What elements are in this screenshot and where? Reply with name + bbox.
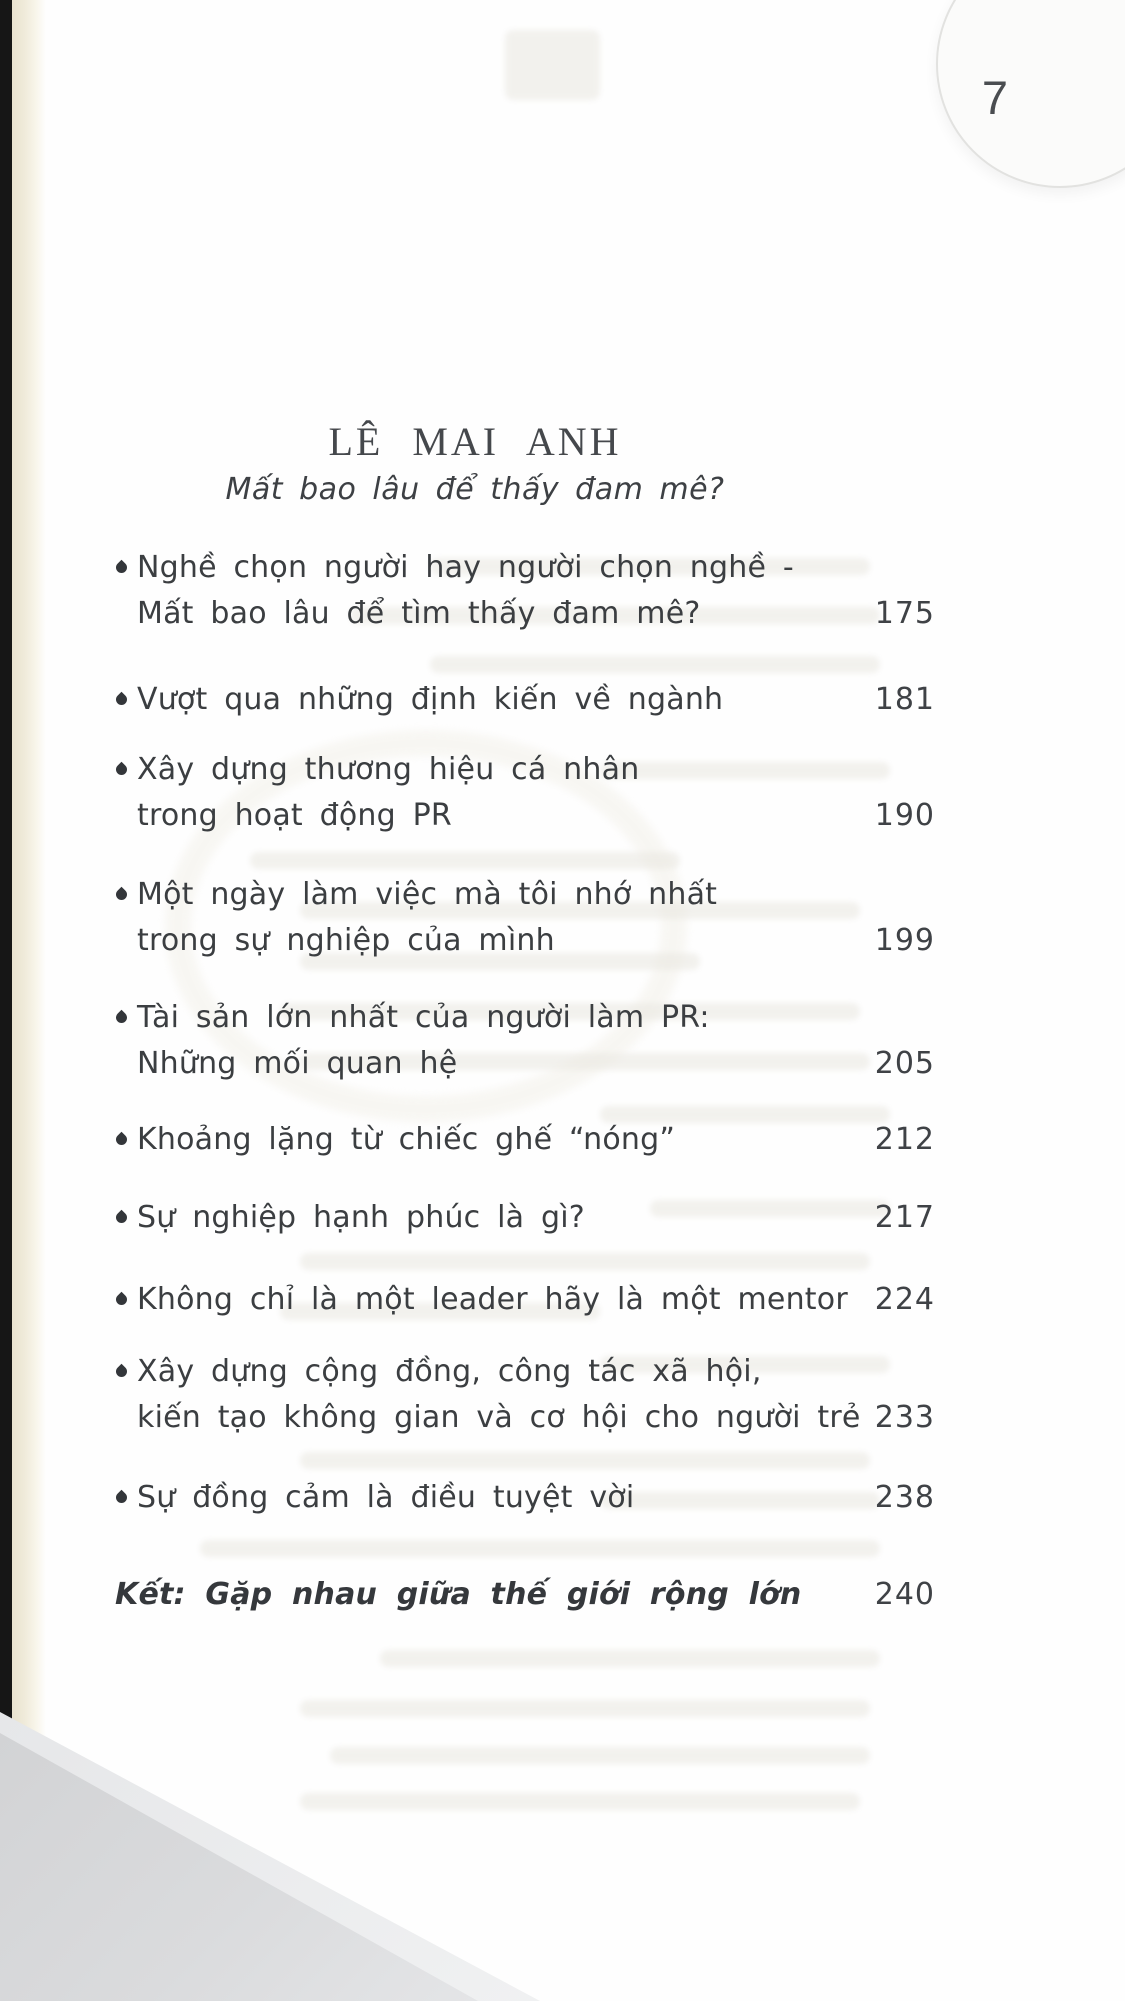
toc-entry-page: 233 (874, 1400, 935, 1435)
droplet-bullet-icon (114, 1490, 130, 1506)
toc-entry (115, 677, 935, 723)
toc-entry (115, 872, 935, 964)
toc-entry-title: Không chỉ là một leader hãy là một mentor (115, 1277, 860, 1323)
droplet-bullet-icon (114, 1364, 130, 1380)
toc-entry-page: 212 (874, 1122, 935, 1157)
toc-entry-title: Sự đồng cảm là điều tuyệt vời (115, 1475, 860, 1521)
toc-closing-page: 240 (874, 1577, 935, 1612)
toc-entry (115, 1195, 935, 1241)
page-number: 7 (981, 71, 1009, 124)
toc-entry-title: Nghề chọn người hay người chọn nghề - Mất bao lâu để tìm thấy đam mê? (115, 545, 860, 637)
toc-entry-page: 238 (874, 1480, 935, 1515)
toc-entry-title: Một ngày làm việc mà tôi nhớ nhất trong sự nghiệp của mình (115, 872, 860, 964)
droplet-bullet-icon (114, 560, 130, 576)
droplet-bullet-icon (114, 762, 130, 778)
toc-entry-page: 217 (874, 1200, 935, 1235)
toc-entry-title: Tài sản lớn nhất của người làm PR: Những mối quan hệ (115, 995, 860, 1087)
toc-entry (115, 747, 935, 839)
toc-entry-title: Sự nghiệp hạnh phúc là gì? (115, 1195, 860, 1241)
toc-entry-page: 205 (874, 1046, 935, 1081)
toc-entry-page: 224 (874, 1282, 935, 1317)
toc-entry (115, 545, 935, 637)
droplet-bullet-icon (114, 1210, 130, 1226)
toc-entry (115, 995, 935, 1087)
toc-entry (115, 1349, 935, 1441)
page-number-circle (936, 0, 1125, 188)
toc-entry (115, 1475, 935, 1521)
toc-entry-title: Xây dựng thương hiệu cá nhân trong hoạt động PR (115, 747, 860, 839)
scan-black-edge (0, 0, 12, 2001)
toc-entry-page: 175 (874, 596, 935, 631)
droplet-bullet-icon (114, 1132, 130, 1148)
droplet-bullet-icon (114, 1010, 130, 1026)
droplet-bullet-icon (114, 1292, 130, 1308)
droplet-bullet-icon (114, 692, 130, 708)
toc-closing-entry (115, 1572, 935, 1618)
toc-entry-title: Vượt qua những định kiến về ngành (115, 677, 860, 723)
droplet-bullet-icon (114, 887, 130, 903)
chapter-subtitle: Mất bao lâu để thấy đam mê? (225, 472, 725, 507)
book-page-edge (12, 0, 46, 2001)
toc-entry-page: 181 (874, 682, 935, 717)
toc-entry-page: 190 (874, 798, 935, 833)
toc-entry (115, 1117, 935, 1163)
toc-entry-page: 199 (874, 923, 935, 958)
toc-closing-label: Kết: Gặp nhau giữa thế giới rộng lớn (115, 1577, 802, 1612)
toc-entry-title: Xây dựng cộng đồng, công tác xã hội, kiến tạo không gian và cơ hội cho người trẻ (115, 1349, 861, 1441)
toc-entry (115, 1277, 935, 1323)
chapter-header (75, 420, 875, 508)
toc-entry-title: Khoảng lặng từ chiếc ghế “nóng” (115, 1117, 860, 1163)
chapter-author: LÊ MAI ANH (328, 419, 622, 464)
